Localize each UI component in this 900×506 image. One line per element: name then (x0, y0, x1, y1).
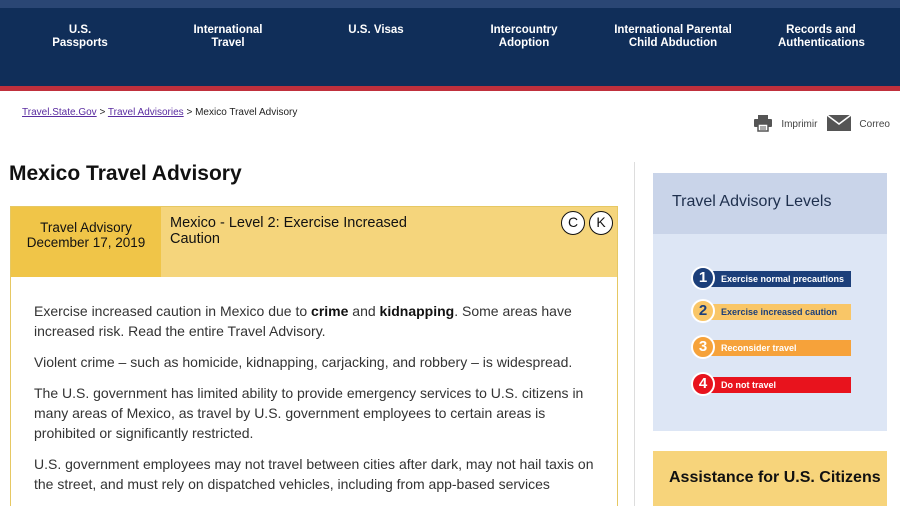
advisory-card (10, 206, 618, 506)
risk-indicators (557, 211, 613, 235)
page-tools (753, 114, 890, 135)
advisory-keyword-crime: crime (311, 303, 349, 319)
advisory-levels-heading: Travel Advisory Levels (653, 173, 887, 234)
breadcrumb-advisories-link[interactable]: Travel Advisories (107, 107, 184, 118)
advisory-date: December 17, 2019 (26, 235, 146, 250)
level-1-item[interactable] (691, 269, 851, 288)
crime-indicator-badge[interactable]: C (561, 211, 585, 235)
level-1-number: 1 (691, 266, 715, 290)
nav-red-line (0, 86, 900, 91)
nav-item-child-abduction[interactable]: International Parental Child Abduction (614, 24, 732, 49)
email-icon[interactable] (827, 114, 851, 135)
email-link[interactable]: Correo (859, 119, 890, 130)
advisory-text: and (348, 303, 380, 319)
level-4-item[interactable] (691, 375, 851, 394)
advisory-paragraph: The U.S. government has limited ability to provide emergency services to U.S. citizens in many areas of Mexico, as travel by U.S. government employees to certain areas is prohibited or significantly restricted. (34, 385, 584, 441)
level-2-item[interactable] (691, 302, 851, 321)
nav-item-adoption[interactable]: Intercountry Adoption (490, 24, 558, 49)
advisory-level-title: Mexico - Level 2: Exercise Increased Caution (170, 215, 407, 247)
print-link[interactable]: Imprimir (781, 119, 818, 130)
breadcrumb-separator: > (183, 107, 196, 118)
advisory-text: . Some areas have increased risk. Read the entire Travel Advisory. (34, 303, 572, 339)
advisory-keyword-kidnapping: kidnapping (379, 303, 455, 319)
advisory-paragraph: Violent crime – such as homicide, kidnapping, carjacking, and robbery – is widespread. (34, 354, 573, 370)
breadcrumb-separator: > (96, 107, 108, 118)
nav-top-band (0, 0, 900, 8)
nav-item-visas[interactable]: U.S. Visas (348, 24, 404, 36)
printer-icon[interactable] (753, 114, 773, 135)
advisory-paragraph: U.S. government employees may not travel between cities after dark, may not hail taxis on the street, and must rely on dispatched vehicles, including from app-based services (34, 456, 594, 492)
advisory-text: Exercise increased caution in Mexico due to (34, 303, 312, 319)
level-3-label: Reconsider travel (701, 340, 851, 356)
level-2-number: 2 (691, 299, 715, 323)
nav-item-records[interactable]: Records and Authentications (778, 24, 865, 49)
assistance-heading[interactable]: Assistance for U.S. Citizens (669, 469, 881, 486)
breadcrumb-home-link[interactable]: Travel.State.Gov (22, 107, 97, 118)
level-4-number: 4 (691, 372, 715, 396)
advisory-paragraph (34, 301, 594, 341)
level-3-number: 3 (691, 335, 715, 359)
breadcrumb (22, 107, 297, 118)
advisory-body (34, 301, 594, 505)
level-3-item[interactable] (691, 338, 851, 357)
advisory-header (11, 207, 617, 277)
column-divider (634, 162, 635, 506)
breadcrumb-current: Mexico Travel Advisory (195, 107, 298, 118)
kidnapping-indicator-badge[interactable]: K (589, 211, 613, 235)
level-2-label: Exercise increased caution (701, 304, 851, 320)
level-4-label: Do not travel (701, 377, 851, 393)
page-title: Mexico Travel Advisory (9, 162, 242, 185)
nav-item-international-travel[interactable]: International Travel (193, 24, 263, 49)
advisory-date-label: Travel Advisory (40, 220, 132, 235)
advisory-date-block (11, 207, 161, 277)
nav-item-passports[interactable]: U.S. Passports (52, 24, 108, 49)
assistance-panel (653, 451, 887, 506)
advisory-levels-panel (653, 173, 887, 431)
level-1-label: Exercise normal precautions (701, 271, 851, 287)
top-navigation (0, 0, 900, 88)
